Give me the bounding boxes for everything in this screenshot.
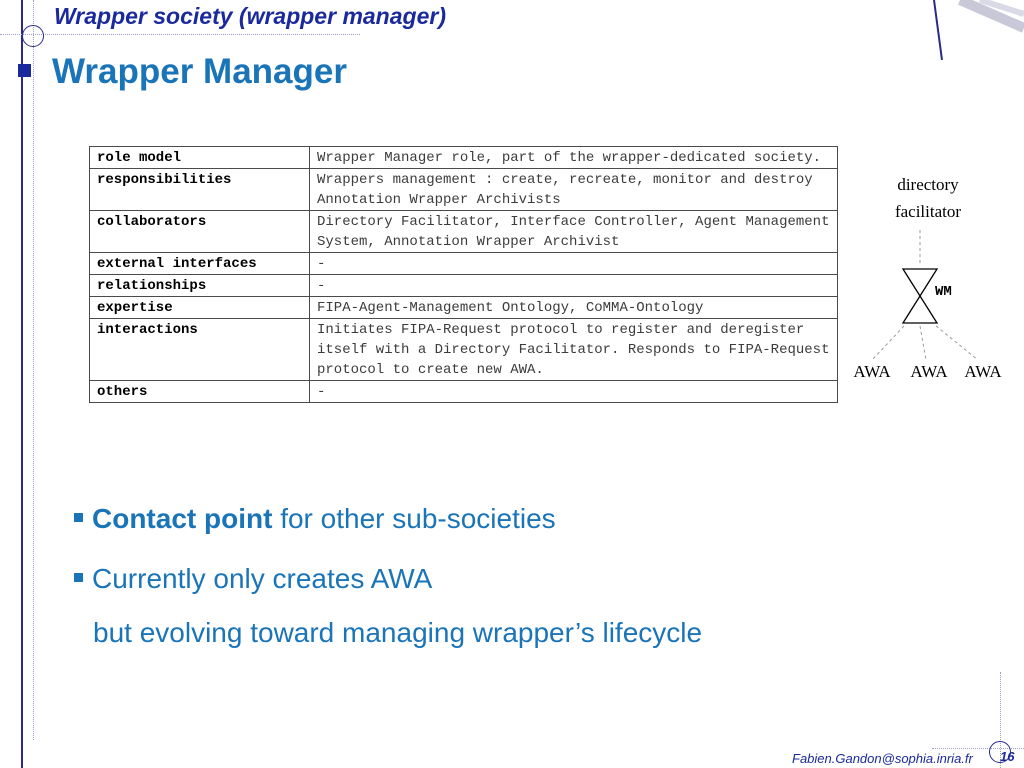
row-value: Wrapper Manager role, part of the wrapper-dedicated society. bbox=[310, 147, 838, 169]
row-key: interactions bbox=[90, 319, 310, 381]
role-model-table bbox=[89, 146, 838, 403]
footer-email: Fabien.Gandon@sophia.inria.fr bbox=[792, 751, 973, 766]
bullet-continuation: but evolving toward managing wrapper’s lifecycle bbox=[93, 617, 703, 648]
row-key: responsibilities bbox=[90, 169, 310, 211]
table-row bbox=[90, 297, 838, 319]
row-key: collaborators bbox=[90, 211, 310, 253]
awa-label-1: AWA bbox=[853, 362, 891, 381]
top-dotted-line bbox=[0, 34, 360, 35]
society-diagram bbox=[844, 168, 1014, 388]
row-key: others bbox=[90, 381, 310, 403]
row-value: Wrappers management : create, recreate, monitor and destroy Annotation Wrapper Archivists bbox=[310, 169, 838, 211]
row-value: - bbox=[310, 381, 838, 403]
row-value: FIPA-Agent-Management Ontology, CoMMA-Ontology bbox=[310, 297, 838, 319]
row-value: Initiates FIPA-Request protocol to register and deregister itself with a Directory Facilitator. Responds to FIPA-Request protocol to create new AWA. bbox=[310, 319, 838, 381]
bullet-creates-awa bbox=[74, 563, 432, 595]
row-value: - bbox=[310, 253, 838, 275]
section-title: Wrapper society (wrapper manager) bbox=[54, 3, 446, 29]
crosshair-icon bbox=[22, 25, 44, 47]
row-key: relationships bbox=[90, 275, 310, 297]
table-row bbox=[90, 211, 838, 253]
table-row bbox=[90, 381, 838, 403]
corner-decoration bbox=[920, 0, 1024, 60]
table-row bbox=[90, 275, 838, 297]
bullet-square-icon bbox=[74, 573, 83, 582]
awa-connector-left bbox=[872, 326, 904, 360]
left-border-line bbox=[21, 0, 23, 768]
bullet-text: Currently only creates AWA bbox=[92, 563, 433, 594]
awa-connector-right bbox=[936, 326, 978, 360]
bullet-bold-text: Contact point bbox=[92, 503, 273, 534]
wm-label: WM bbox=[935, 284, 952, 300]
awa-label-2: AWA bbox=[910, 362, 948, 381]
table-row bbox=[90, 147, 838, 169]
table-row bbox=[90, 253, 838, 275]
title-bullet-square bbox=[18, 64, 31, 77]
table-row bbox=[90, 319, 838, 381]
page-number: 16 bbox=[1000, 749, 1015, 764]
directory-facilitator-label-line2: facilitator bbox=[894, 202, 962, 221]
row-key: role model bbox=[90, 147, 310, 169]
row-value: - bbox=[310, 275, 838, 297]
bullet-square-icon bbox=[74, 513, 83, 522]
directory-facilitator-label-line1: directory bbox=[897, 175, 959, 194]
bullet-contact-point bbox=[74, 503, 556, 535]
table-row bbox=[90, 169, 838, 211]
awa-connector-center bbox=[920, 326, 926, 360]
left-dotted-line bbox=[33, 0, 34, 740]
row-key: expertise bbox=[90, 297, 310, 319]
row-key: external interfaces bbox=[90, 253, 310, 275]
row-value: Directory Facilitator, Interface Controller, Agent Management System, Annotation Wrapper Archivist bbox=[310, 211, 838, 253]
slide-title: Wrapper Manager bbox=[52, 52, 347, 91]
wm-hourglass-shape bbox=[903, 269, 937, 323]
awa-label-3: AWA bbox=[964, 362, 1002, 381]
bullet-text: for other sub-societies bbox=[272, 503, 556, 534]
